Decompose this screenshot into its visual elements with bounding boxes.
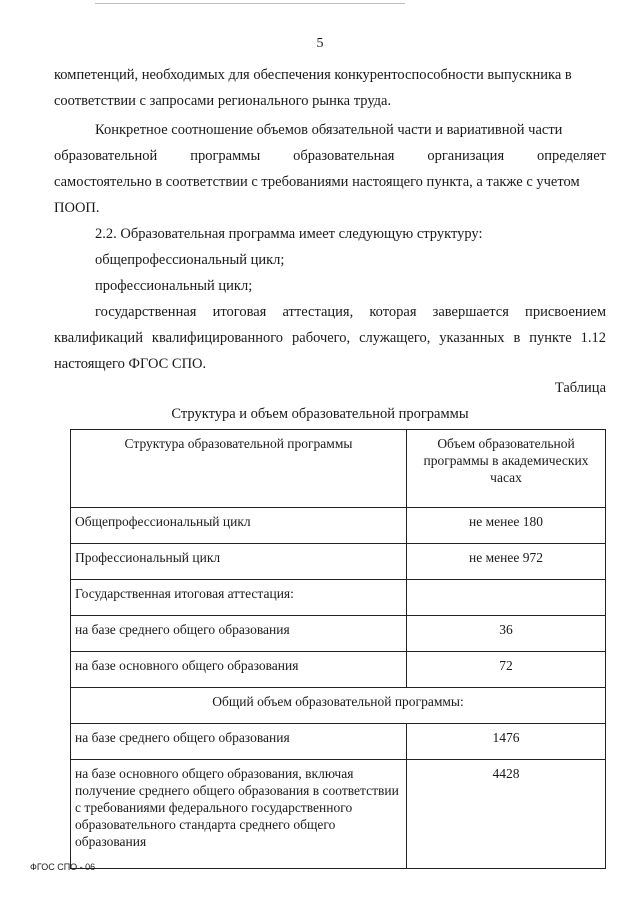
- table-cell-value: 4428: [407, 760, 606, 869]
- table-row: [71, 724, 606, 760]
- table-cell-value: 1476: [407, 724, 606, 760]
- table-cell-value: не менее 972: [407, 544, 606, 580]
- table-cell-value: 36: [407, 616, 606, 652]
- table-row: [71, 544, 606, 580]
- structure-table: [70, 429, 606, 869]
- table-cell-value: не менее 180: [407, 508, 606, 544]
- table-cell-label: на базе среднего общего образования: [71, 616, 407, 652]
- paragraph-line: самостоятельно в соответствии с требованиями настоящего пункта, а также с учетом: [54, 174, 580, 190]
- table-cell-label: Государственная итоговая аттестация:: [71, 580, 407, 616]
- table-row: [71, 652, 606, 688]
- table-cell-label: Профессиональный цикл: [71, 544, 407, 580]
- paragraph-line: квалификаций квалифицированного рабочего, служащего, указанных в пункте 1.12: [54, 330, 606, 346]
- table-row: [71, 616, 606, 652]
- table-total-header: Общий объем образовательной программы:: [71, 688, 606, 724]
- table-header-row: [71, 430, 606, 508]
- page-number: 5: [316, 36, 324, 51]
- paragraph-line: Конкретное соотношение объемов обязательной части и вариативной части: [95, 122, 563, 138]
- table-cell-label: на базе основного общего образования: [71, 652, 407, 688]
- table-row: [71, 760, 606, 869]
- table-cell-value: 72: [407, 652, 606, 688]
- table-cell-value: [407, 580, 606, 616]
- paragraph-line: соответствии с запросами регионального рынка труда.: [54, 93, 392, 109]
- table-cell-label: на базе среднего общего образования: [71, 724, 407, 760]
- footer-code: ФГОС СПО - 06: [30, 862, 96, 872]
- table-cell-label: Общепрофессиональный цикл: [71, 508, 407, 544]
- paragraph-line: государственная итоговая аттестация, которая завершается присвоением: [95, 304, 606, 320]
- paragraph-line: компетенций, необходимых для обеспечения конкурентоспособности выпускника в: [54, 67, 572, 83]
- table-header-cell: Структура образовательной программы: [71, 430, 407, 508]
- table-row: [71, 508, 606, 544]
- table-header-cell: Объем образовательной программы в академических часах: [407, 430, 606, 508]
- paragraph-line: 2.2. Образовательная программа имеет следующую структуру:: [95, 226, 483, 242]
- table-cell-label: на базе основного общего образования, включая получение среднего общего образования в соответствии с требованиями федерального государственного образовательного стандарта среднего общего образования: [71, 760, 407, 869]
- table-total-header-row: [71, 688, 606, 724]
- list-item: общепрофессиональный цикл;: [95, 252, 285, 268]
- top-rule: [95, 3, 405, 4]
- table-title: Структура и объем образовательной программы: [171, 406, 469, 422]
- paragraph-line: ПООП.: [54, 200, 100, 216]
- paragraph-line: настоящего ФГОС СПО.: [54, 356, 207, 372]
- list-item: профессиональный цикл;: [95, 278, 253, 294]
- paragraph-line: образовательной программы образовательная организация определяет: [54, 148, 606, 164]
- table-row: [71, 580, 606, 616]
- table-label: Таблица: [554, 380, 606, 396]
